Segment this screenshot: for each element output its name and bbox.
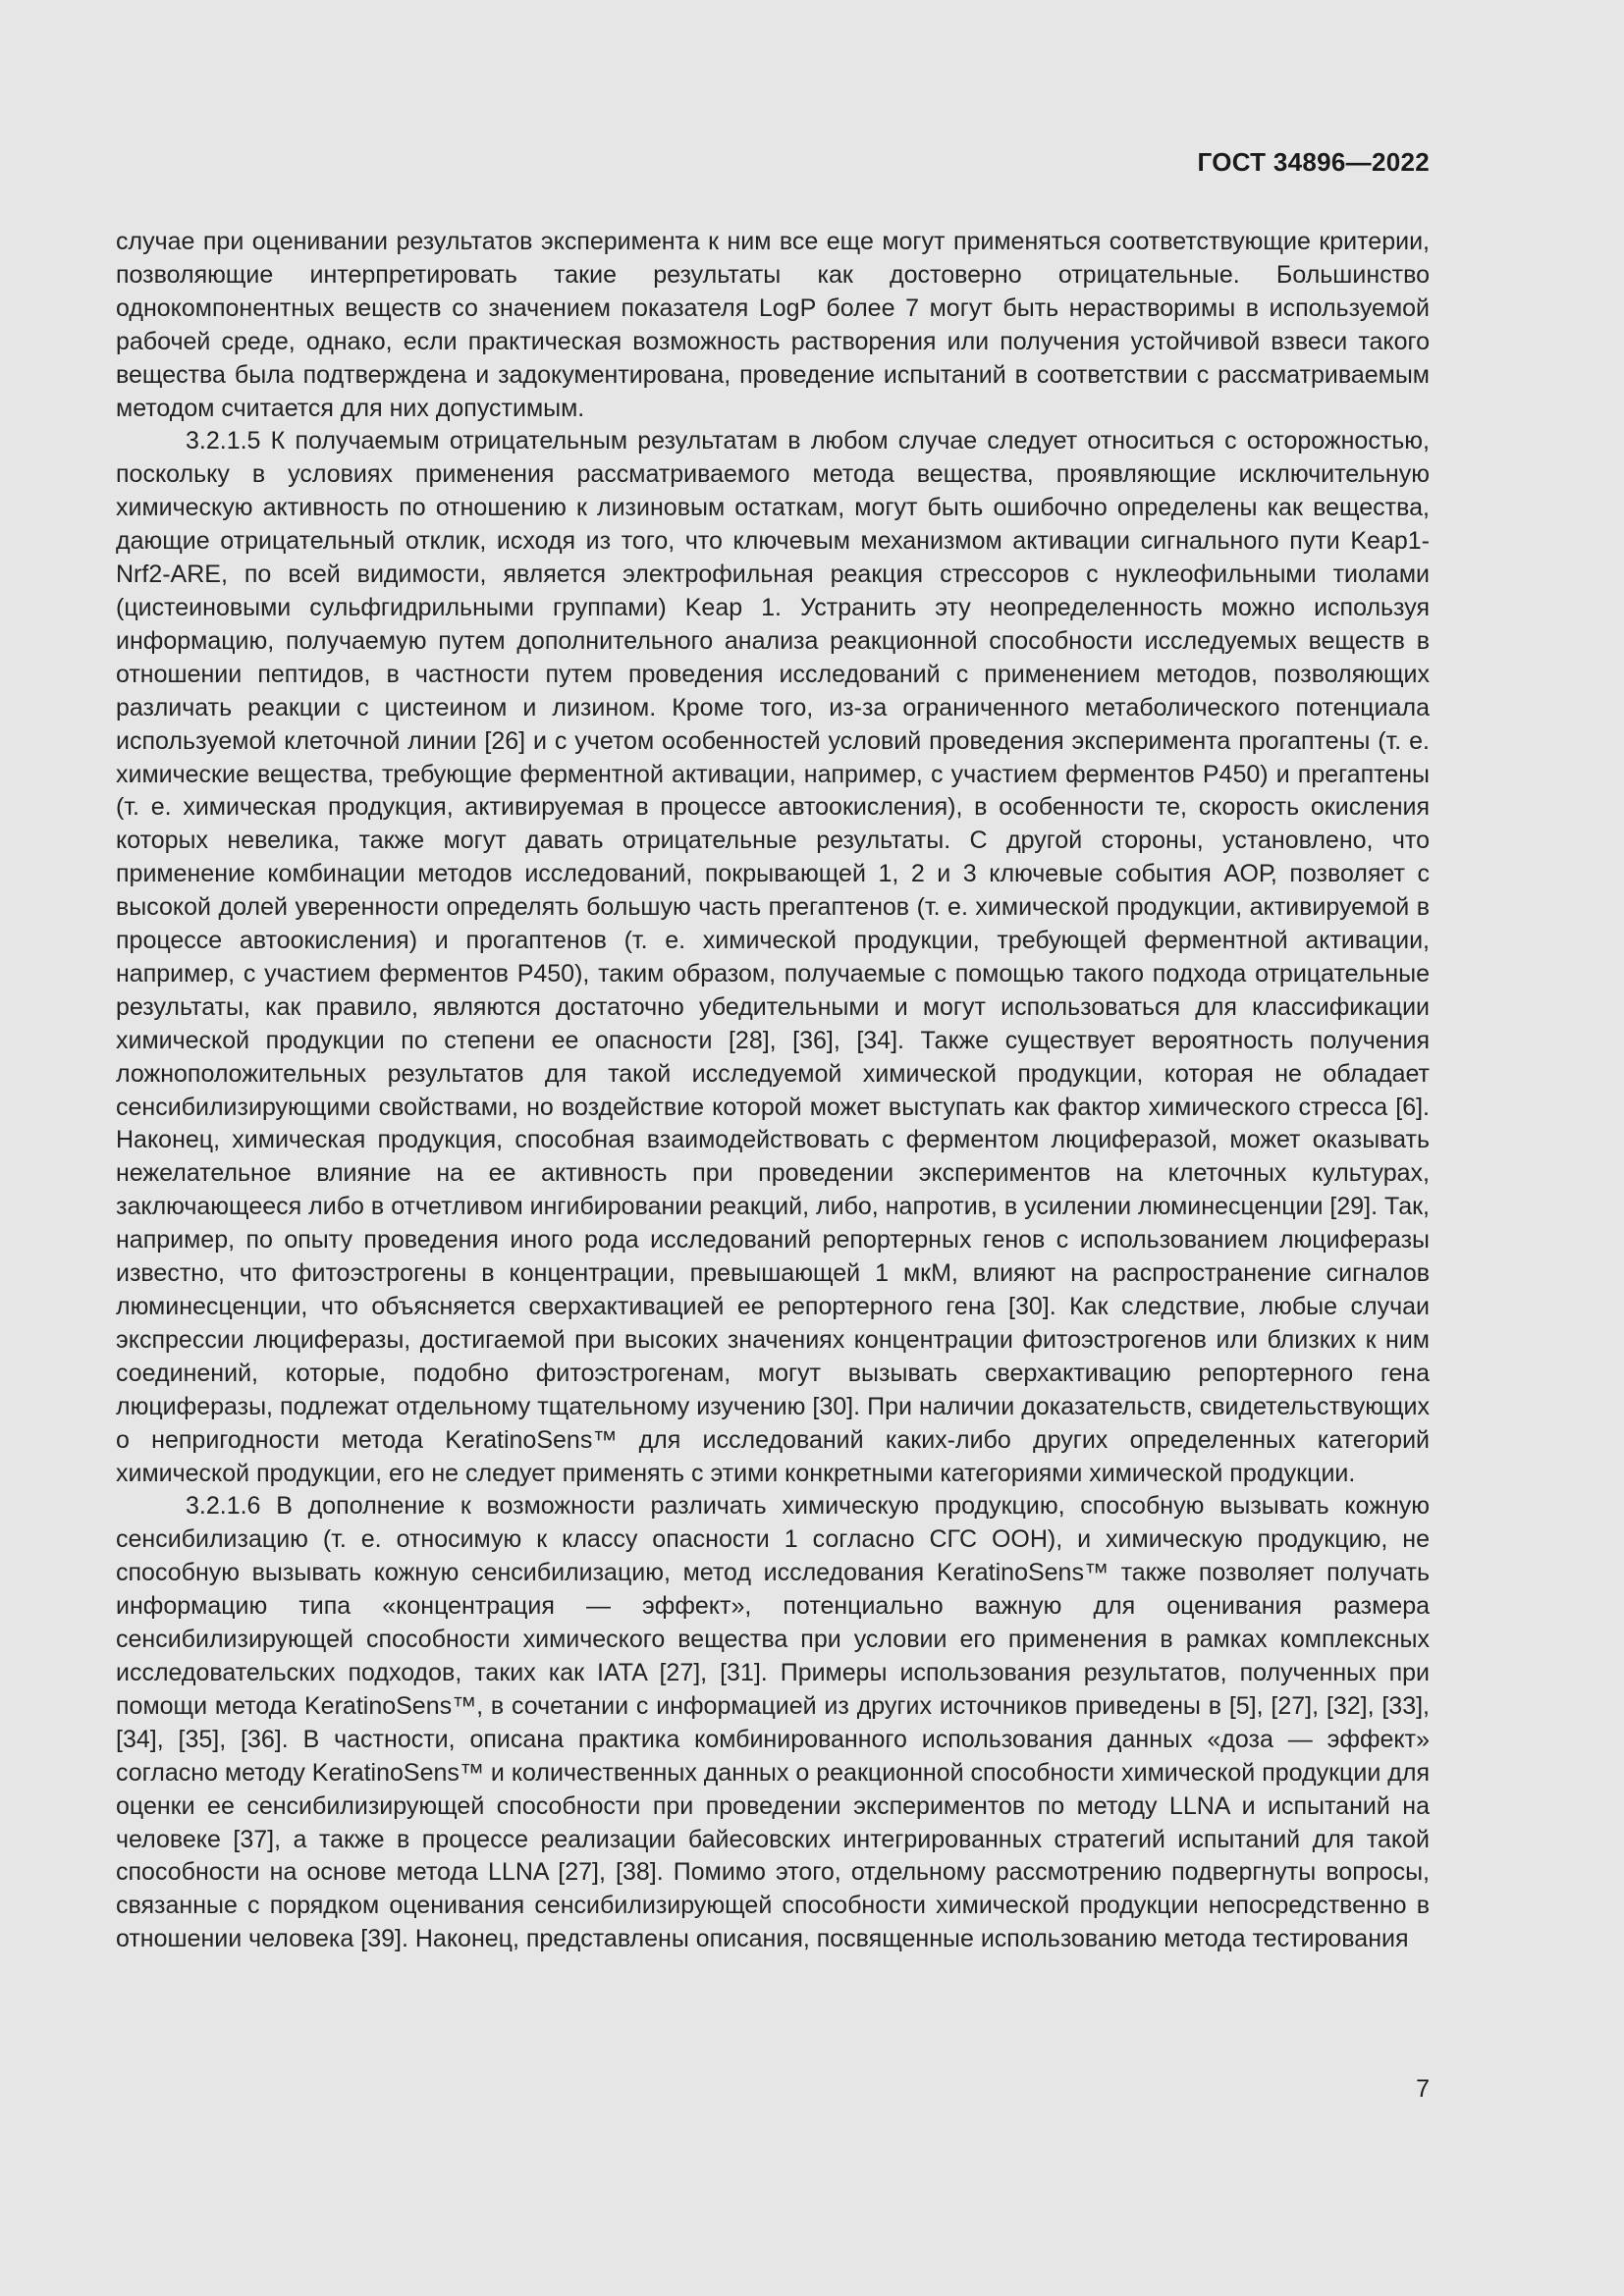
page-number: 7 [1416, 2075, 1430, 2103]
document-body [116, 226, 1430, 1956]
document-header: ГОСТ 34896—2022 [1197, 147, 1430, 177]
paragraph-3-2-1-6: 3.2.1.6 В дополнение к возможности различать химическую продукцию, способную вызывать кожную сенсибилизацию (т. е. относимую к классу опасности 1 согласно СГС ООН), и химическую продукцию, не способную вызывать кожную сенсибилизацию, метод исследования KeratinoSens™ также позволяет получать информацию типа «концентрация — эффект», потенциально важную для оценивания размера сенсибилизирующей способности химического вещества при условии его применения в рамках комплексных исследовательских подходов, таких как IATA [27], [31]. Примеры использования результатов, полученных при помощи метода KeratinoSens™, в сочетании с информацией из других источников приведены в [5], [27], [32], [33], [34], [35], [36]. В частности, описана практика комбинированного использования данных «доза — эффект» согласно методу KeratinoSens™ и количественных данных о реакционной способности химической продукции для оценки ее сенсибилизирующей способности при проведении экспериментов по методу LLNA и испытаний на человеке [37], а также в процессе реализации байесовских интегрированных стратегий испытаний для такой способности на основе метода LLNA [27], [38]. Помимо этого, отдельному рассмотрению подвергнуты вопросы, связанные с порядком оценивания сенсибилизирующей способности химической продукции непосредственно в отношении человека [39]. Наконец, представлены описания, посвященные использованию метода тестирования [116, 1492, 1430, 1953]
paragraph-3-2-1-5: 3.2.1.5 К получаемым отрицательным результатам в любом случае следует относиться с осторожностью, поскольку в условиях применения рассматриваемого метода вещества, проявляющие исключительную химическую активность по отношению к лизиновым остаткам, могут быть ошибочно определены как вещества, дающие отрицательный отклик, исходя из того, что ключевым механизмом активации сигнального пути Keap1-Nrf2-ARE, по всей видимости, является электрофильная реакция стрессоров с нуклеофильными тиолами (цистеиновыми сульфгидрильными группами) Keap 1. Устранить эту неопределенность можно используя информацию, получаемую путем дополнительного анализа реакционной способности исследуемых веществ в отношении пептидов, в частности путем проведения исследований с применением методов, позволяющих различать реакции с цистеином и лизином. Кроме того, из-за ограниченного метаболического потенциала используемой клеточной линии [26] и с учетом особенностей условий проведения эксперимента прогаптены (т. е. химические вещества, требующие ферментной активации, например, с участием ферментов P450) и прегаптены (т. е. химическая продукция, активируемая в процессе автоокисления), в особенности те, скорость окисления которых невелика, также могут давать отрицательные результаты. С другой стороны, установлено, что применение комбинации методов исследований, покрывающей 1, 2 и 3 ключевые события АОР, позволяет с высокой долей уверенности определять большую часть прегаптенов (т. е. химической продукции, активируемой в процессе автоокисления) и прогаптенов (т. е. химической продукции, требующей ферментной активации, например, с участием ферментов P450), таким образом, получаемые с помощью такого подхода отрицательные результаты, как правило, являются достаточно убедительными и могут использоваться для классификации химической продукции по степени ее опасности [28], [36], [34]. Также существует вероятность получения ложноположительных результатов для такой исследуемой химической продукции, которая не обладает сенсибилизирующими свойствами, но воздействие которой может выступать как фактор химического стресса [6]. Наконец, химическая продукция, способная взаимодействовать с ферментом люциферазой, может оказывать нежелательное влияние на ее активность при проведении экспериментов на клеточных культурах, заключающееся либо в отчетливом ингибировании реакций, либо, напротив, в усилении люминесценции [29]. Так, например, по опыту проведения иного рода исследований репортерных генов с использованием люциферазы известно, что фитоэстрогены в концентрации, превышающей 1 мкМ, влияют на распространение сигналов люминесценции, что объясняется сверхактивацией ее репортерного гена [30]. Как следствие, любые случаи экспрессии люциферазы, достигаемой при высоких значениях концентрации фитоэстрогенов или близких к ним соединений, которые, подобно фитоэстрогенам, могут вызывать сверхактивацию репортерного гена люциферазы, подлежат отдельному тщательному изучению [30]. При наличии доказательств, свидетельствующих о непригодности метода KeratinoSens™ для исследований каких-либо других определенных категорий химической продукции, его не следует применять с этими конкретными категориями химической продукции. [116, 427, 1430, 1487]
paragraph-continuation: случае при оценивании результатов эксперимента к ним все еще могут применяться соответствующие критерии, позволяющие интерпретировать такие результаты как достоверно отрицательные. Большинство однокомпонентных веществ со значением показателя LogP более 7 могут быть нерастворимы в используемой рабочей среде, однако, если практическая возможность растворения или получения устойчивой взвеси такого вещества была подтверждена и задокументирована, проведение испытаний в соответствии с рассматриваемым методом считается для них допустимым. [116, 228, 1430, 422]
